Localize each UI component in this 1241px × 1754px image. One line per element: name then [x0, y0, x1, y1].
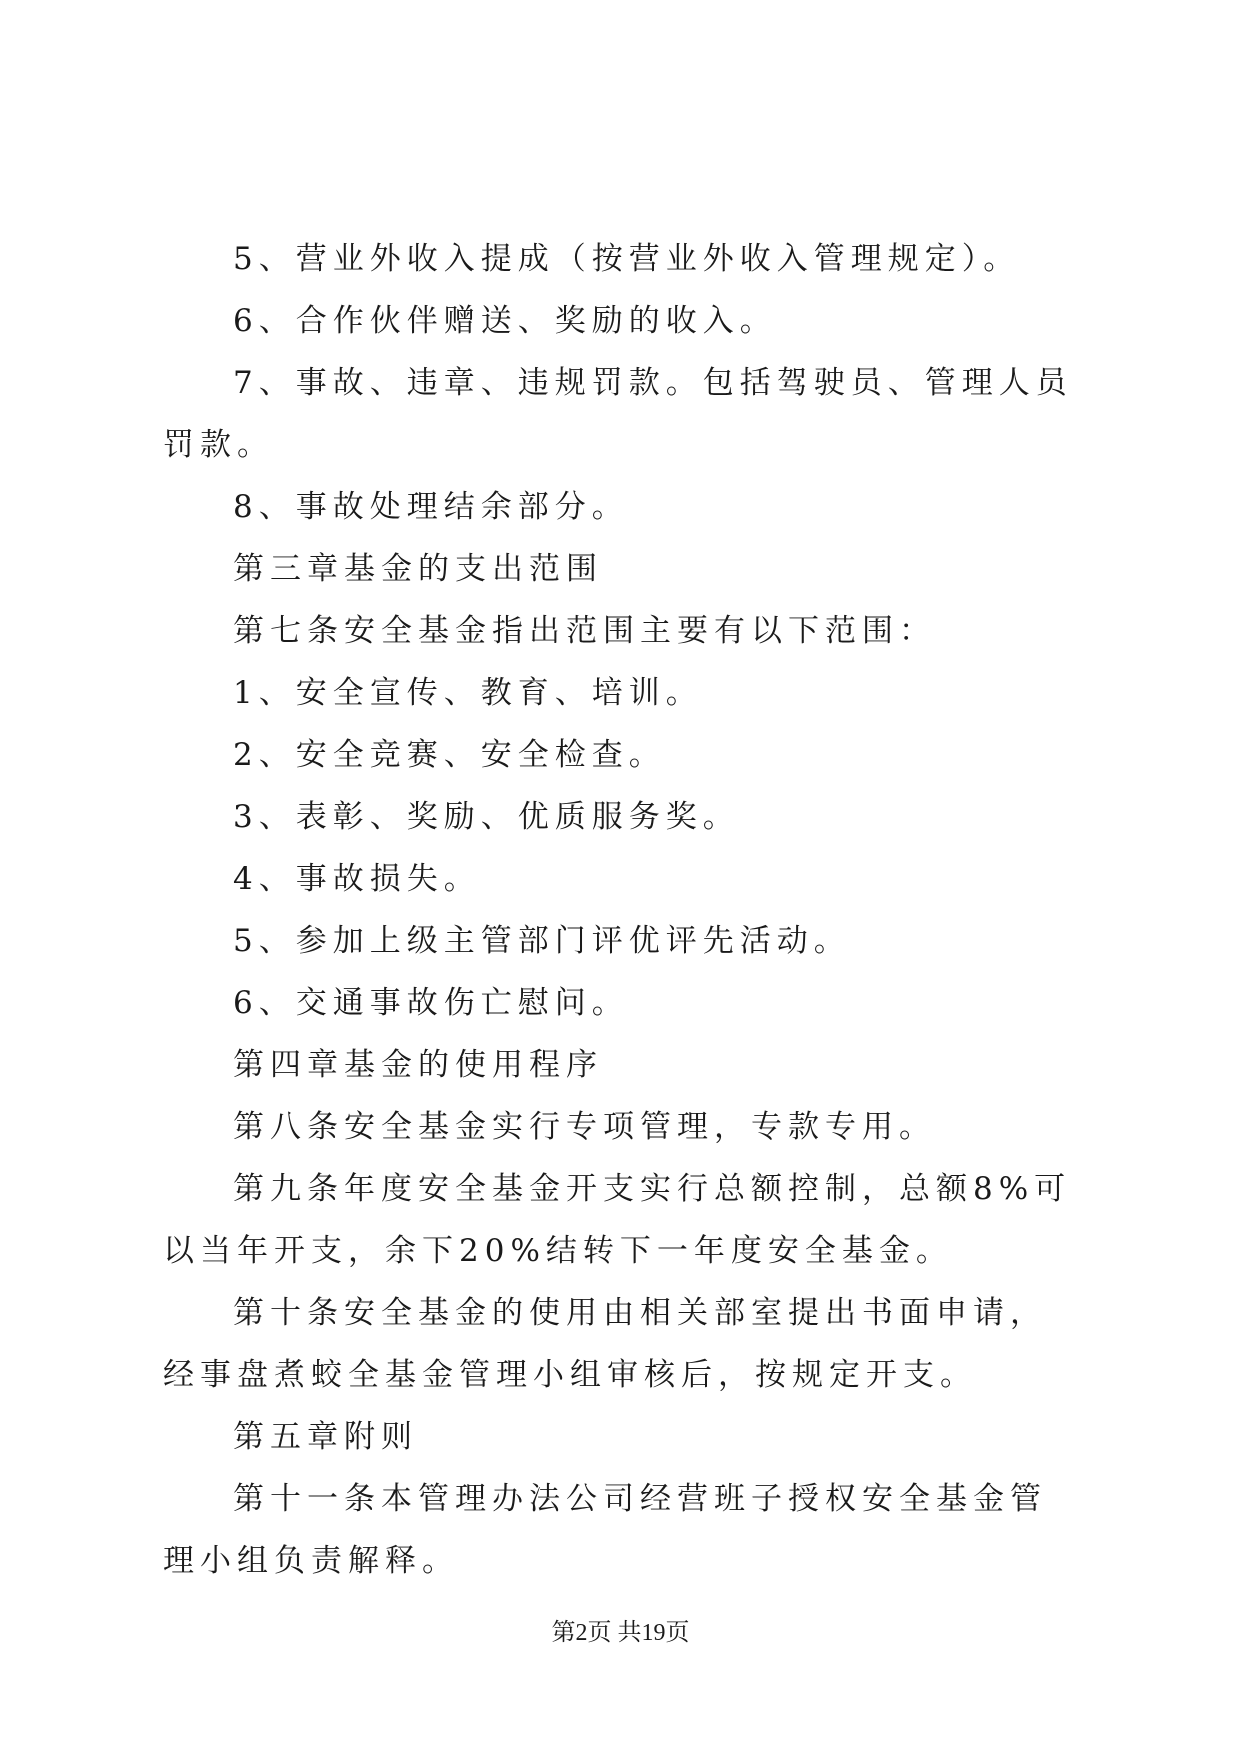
paragraph-item-4-expense: 4、事故损失。	[233, 861, 481, 897]
article-9: 第九条年度安全基金开支实行总额控制，总额8%可以当年开支，余下20%结转下一年度安全基金。	[163, 1171, 1072, 1269]
chapter-3-heading: 第三章基金的支出范围	[233, 551, 603, 587]
paragraph-item-3-expense: 3、表彰、奖励、优质服务奖。	[233, 799, 740, 835]
paragraph-item-5-expense: 5、参加上级主管部门评优评先活动。	[233, 923, 851, 959]
article-7: 第七条安全基金指出范围主要有以下范围：	[233, 613, 936, 649]
paragraph-item-6-income: 6、合作伙伴赠送、奖励的收入。	[233, 303, 777, 339]
paragraph-item-8-income: 8、事故处理结余部分。	[233, 489, 629, 525]
paragraph-item-6-expense: 6、交通事故伤亡慰问。	[233, 985, 629, 1021]
chapter-4-heading: 第四章基金的使用程序	[233, 1047, 603, 1083]
page-number-footer: 第2页 共19页	[551, 1620, 690, 1646]
article-8: 第八条安全基金实行专项管理，专款专用。	[233, 1109, 936, 1145]
paragraph-item-2-expense: 2、安全竞赛、安全检查。	[233, 737, 666, 773]
article-10: 第十条安全基金的使用由相关部室提出书面申请，经事盘煮蛟全基金管理小组审核后，按规定开支。	[163, 1295, 1047, 1393]
chapter-5-heading: 第五章附则	[233, 1419, 418, 1455]
paragraph-item-5-income: 5、营业外收入提成（按营业外收入管理规定）。	[233, 241, 1021, 277]
article-11: 第十一条本管理办法公司经营班子授权安全基金管理小组负责解释。	[163, 1481, 1047, 1579]
document-body	[163, 228, 1083, 1592]
paragraph-item-7-income: 7、事故、违章、违规罚款。包括驾驶员、管理人员罚款。	[163, 365, 1073, 463]
paragraph-item-1-expense: 1、安全宣传、教育、培训。	[233, 675, 703, 711]
